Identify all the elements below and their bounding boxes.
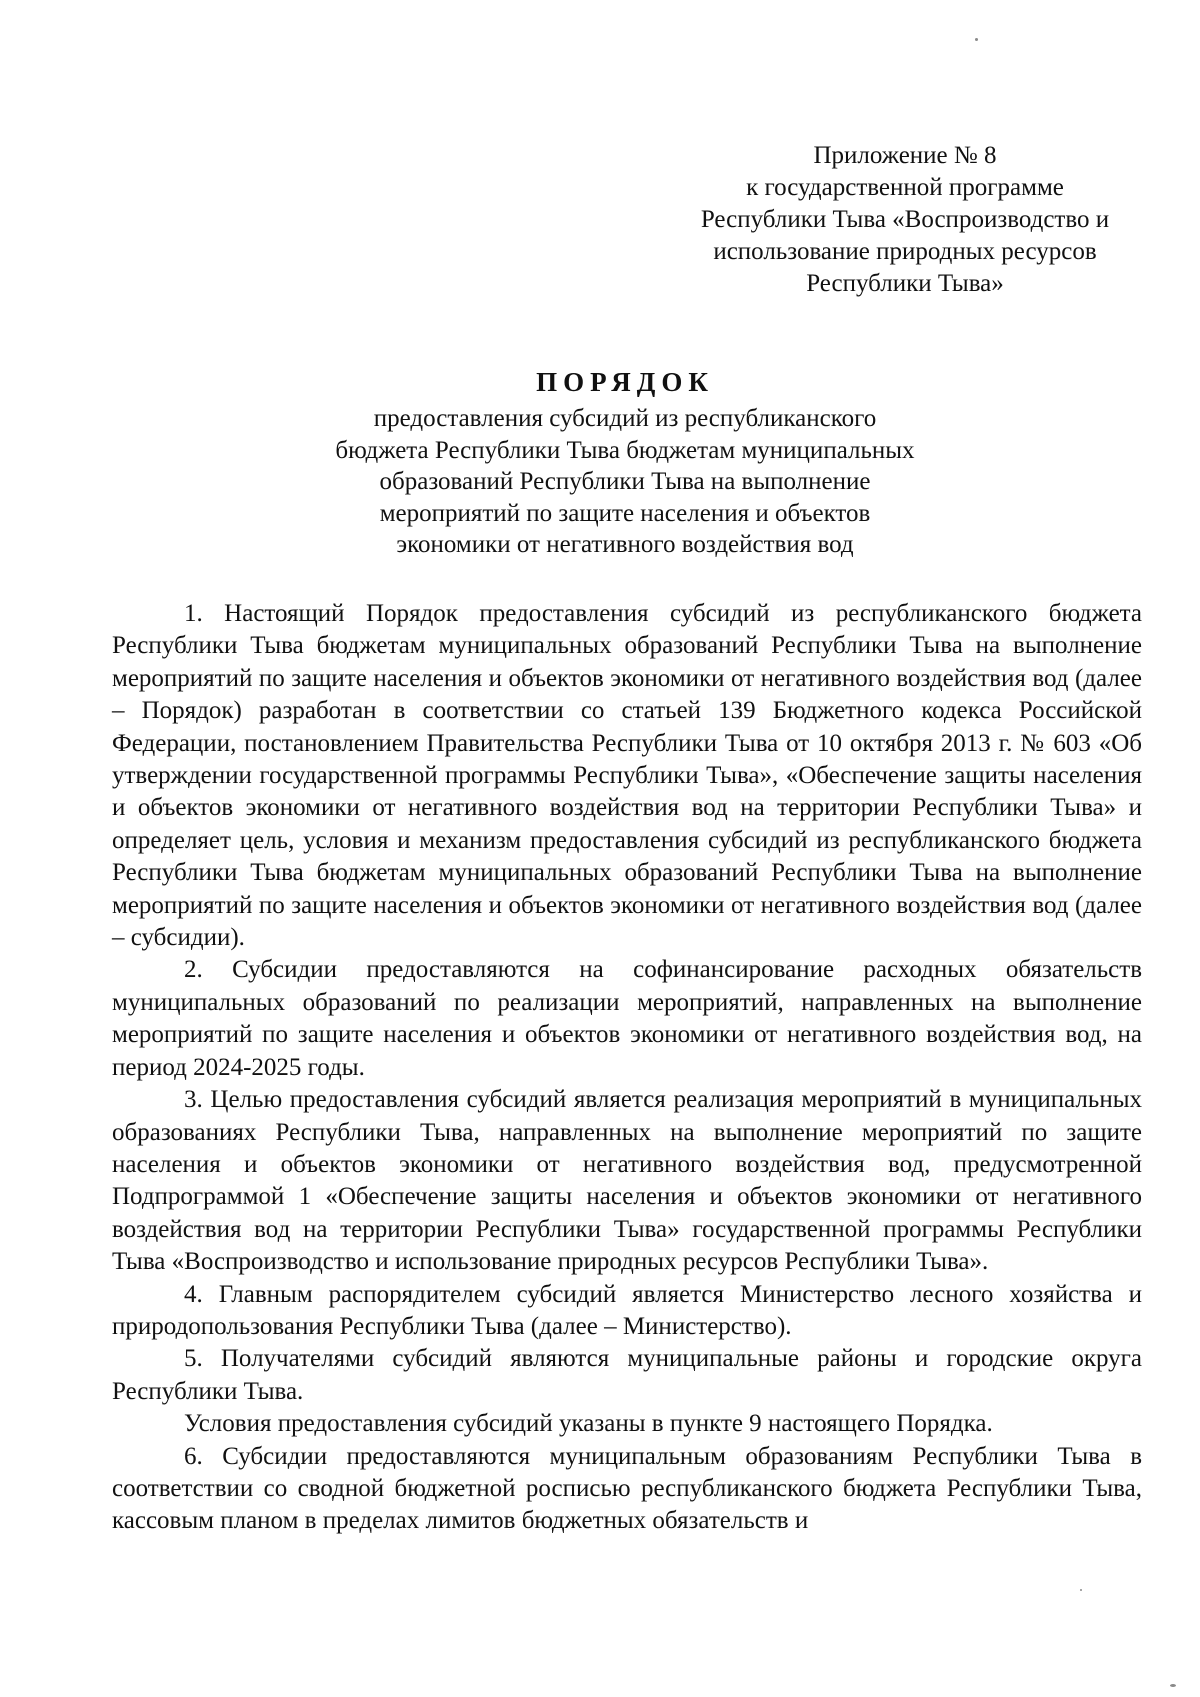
document-body (112, 598, 1142, 1538)
paragraph: 2. Субсидии предоставляются на софинансирование расходных обязательств муниципальных образований по реализации мероприятий, направленных на выполнение мероприятий по защите населения и объектов экономики от негативного воздействия вод, на период 2024-2025 годы. (112, 956, 1142, 1081)
subtitle-line: мероприятий по защите населения и объектов (379, 499, 871, 527)
scan-speck (975, 38, 978, 41)
subtitle-line: бюджета Республики Тыва бюджетам муниципальных (335, 436, 915, 464)
document-title: ПОРЯДОК (536, 367, 714, 397)
subtitle-line: предоставления субсидий из республиканского (373, 405, 877, 432)
title-block (200, 365, 1050, 561)
paragraph: 6. Субсидии предоставляются муниципальным образованиям Республики Тыва в соответствии со сводной бюджетной росписью республиканского бюджета Республики Тыва, кассовым планом в пределах лимитов бюджетных обязательств и (112, 1442, 1142, 1535)
appendix-line: использование природных ресурсов (713, 238, 1097, 265)
paragraph: Условия предоставления субсидий указаны в пункте 9 настоящего Порядка. (184, 1410, 993, 1438)
paragraph: 5. Получателями субсидий являются муниципальные районы и городские округа Республики Тыва. (112, 1345, 1142, 1405)
document-subtitle (200, 403, 1050, 561)
subtitle-line: образований Республики Тыва на выполнение (379, 468, 871, 495)
appendix-line: Приложение № 8 (813, 142, 997, 169)
paragraph: 3. Целью предоставления субсидий является реализация мероприятий в муниципальных образованиях Республики Тыва, направленных на выполнение мероприятий по защите населения и объектов экономики от негативного воздействия вод, предусмотренной Подпрограммой 1 «Обеспечение защиты населения и объектов экономики от негативного воздействия вод на территории Республики Тыва» государственной программы Республики Тыва «Воспроизводство и использование природных ресурсов Республики Тыва». (112, 1086, 1142, 1276)
scan-speck (1170, 1684, 1176, 1687)
scan-speck (1080, 1589, 1082, 1591)
appendix-line: Республики Тыва» (806, 270, 1004, 297)
paragraph: 4. Главным распорядителем субсидий является Министерство лесного хозяйства и природопользования Республики Тыва (далее – Министерство). (112, 1280, 1142, 1340)
appendix-line: к государственной программе (746, 174, 1064, 201)
appendix-header (660, 140, 1150, 300)
appendix-line: Республики Тыва «Воспроизводство и (700, 206, 1110, 233)
subtitle-line: экономики от негативного воздействия вод (396, 531, 854, 558)
paragraph: 1. Настоящий Порядок предоставления субсидий из республиканского бюджета Республики Тыва бюджетам муниципальных образований Республики Тыва на выполнение мероприятий по защите населения и объектов экономики от негативного воздействия вод (далее – Порядок) разработан в соответствии со статьей 139 Бюджетного кодекса Российской Федерации, постановлением Правительства Республики Тыва от 10 октября 2013 г. № 603 «Об утверждении государственной программы Республики Тыва», «Обеспечение защиты населения и объектов экономики от негативного воздействия вод на территории Республики Тыва» и определяет цель, условия и механизм предоставления субсидий из республиканского бюджета Республики Тыва бюджетам муниципальных образований Республики Тыва на выполнение мероприятий по защите населения и объектов экономики от негативного воздействия вод (далее – субсидии). (112, 600, 1142, 952)
